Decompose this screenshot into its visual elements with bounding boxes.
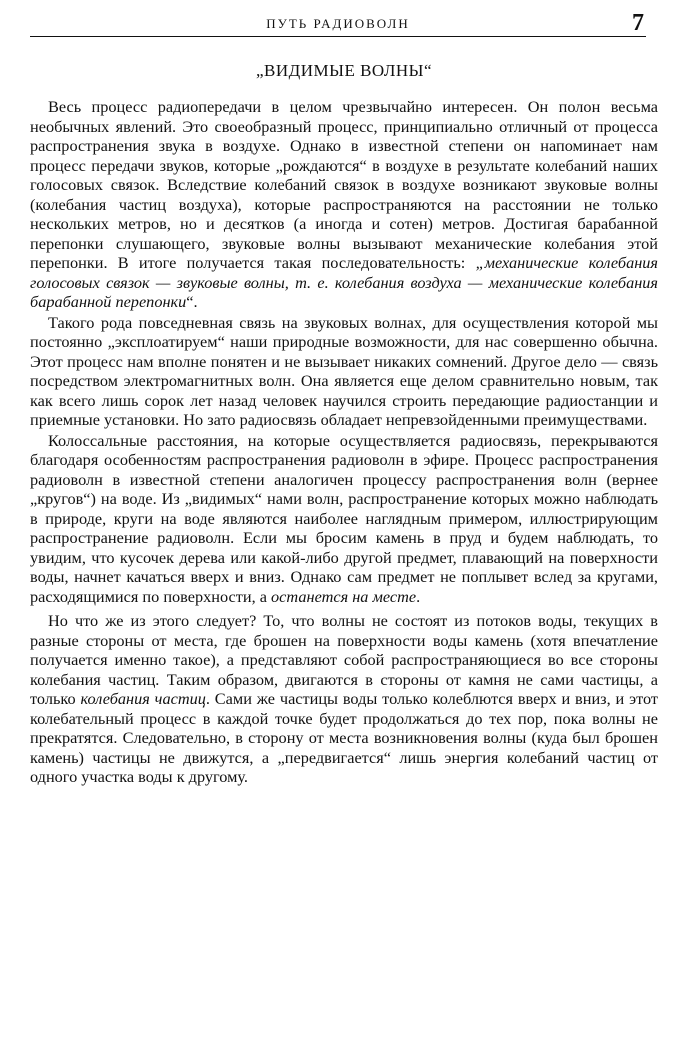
section-heading: „ВИДИМЫЕ ВОЛНЫ“ [255,61,433,80]
paragraph-1-italic: „механические колебания голосовых связок — звуковые волны, т. е. колебания воздуха — механические колебания барабанной перепонки [30,253,658,311]
paragraph-1-end: “. [186,292,198,311]
paragraph-3-italic: останется на месте [271,586,417,606]
paragraph-3 [30,431,658,607]
paragraph-3-text: Колоссальные расстояния, на которые осуществляется радиосвязь, перекрываются благодаря особенностям распространения радиоволн в эфире. Процесс распространения радиоволн в известной степени аналогичен процессу распространения волн (вернее „кругов“) на воде. Из „видимых“ нами волн, распространение которых можно наблюдать в природе, круги на воде являются наиболее наглядным примером, иллюстрирующим распространение радиоволн. Если мы бросим камень в пруд и будем наблюдать, то увидим, что кусочек дерева или какой-либо другой предмет, плавающий на поверхности воды, начнет качаться вверх и вниз. Однако сам предмет не поплывет вслед за кругами, расходящимися по поверхности, а [30,430,658,606]
paragraph-1-text: Весь процесс радиопередачи в целом чрезвычайно интересен. Он полон весьма необычных явлений. Это своеобразный процесс, принципиально отличный от процесса распространения звука в воздухе. Однако в известной степени он напоминает нам процесс передачи звуков, которые „рождаются“ в воздухе в результате колебаний наших голосовых связок. Вследствие колебаний связок в воздухе возникают звуковые волны (колебания частиц воздуха), которые распространяются на расстоянии не только нескольких метров, но и десятков (а иногда и сотен) метров. Достигая барабанной перепонки слушающего, звуковые волны вызывают механические колебания этой перепонки. В итоге получается такая последовательность: [30,97,658,272]
header-rule [30,36,646,37]
paragraph-2: Такого рода повседневная связь на звуковых волнах, для осуществления которой мы постоянно „эксплоатируем“ наши природные возможности, для нас совершенно обычна. Этот процесс нам вполне понятен и не вызывает никаких сомнений. Другое дело — связь посредством электромагнитных волн. Она является еще делом сравнительно новым, так как всего лишь сорок лет назад человек научился строить передающие радиостанции и приемные установки. Но зато радиосвязь обладает непревзойденными преимуществами. [30,312,658,429]
article [30,61,658,787]
paragraph-4-text: Но что же из этого следует? То, что волны не состоят из потоков воды, текущих в разные стороны от места, где брошен на поверхности воды камень (хотя впечатление получается именно такое), а представляют собой распространяющиеся во все стороны колебания частиц. Таким образом, двигаются в стороны от камня не сами частицы, а только [30,611,658,708]
running-header [30,10,646,36]
paragraph-4-end: . Сами же частицы воды только колеблются вверх и вниз, и этот колебательный процесс в каждой точке будет продолжаться до тех пор, пока волны не прекратятся. Следовательно, в сторону от места возникновения волны (куда был брошен камень) частицы не движутся, а „передвигается“ лишь энергия колебаний частиц от одного участка воды к другому. [30,689,659,786]
paragraph-4 [30,611,658,787]
paragraph-3-end: . [416,586,421,606]
paragraph-4-italic: колебания частиц [80,689,206,708]
page-number: 7 [632,10,644,36]
paragraph-1 [30,97,658,312]
running-title: ПУТЬ РАДИОВОЛН [266,16,410,31]
